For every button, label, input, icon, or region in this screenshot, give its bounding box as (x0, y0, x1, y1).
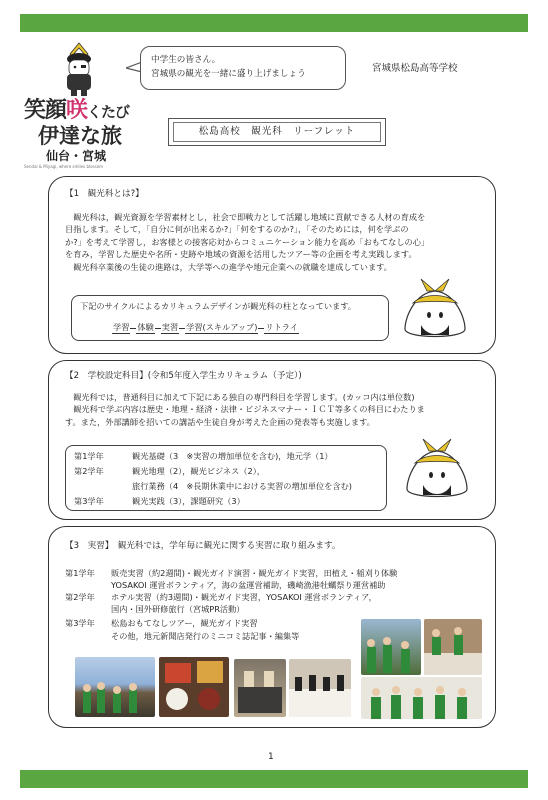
onigiri-mascot-icon (401, 437, 473, 503)
page-number: 1 (268, 752, 274, 762)
bottom-green-bar (20, 770, 528, 788)
photo-hotel-banquet (289, 659, 351, 717)
section-practical-training (48, 526, 496, 728)
training-row: 第3学年 松島おもてなしツアー，観光ガイド実習 (65, 618, 258, 628)
top-green-bar (20, 14, 528, 32)
campaign-logo: 笑顔咲くたび 伊達な旅 仙台・宮城 Sendai & Miyagi, where smiles blossom (24, 97, 130, 169)
curriculum-cycle-box (71, 295, 389, 341)
subject-row: 旅行業務（4 ※長期休業中における実習の増加単位を含む) (132, 481, 352, 491)
cycle-step: リトライ (265, 322, 298, 332)
photo-students-outdoor (75, 657, 155, 717)
section-3-heading: 【3 実習】 観光科では，学年毎に観光に関する実習に取り組みます。 (65, 541, 341, 551)
cycle-step: 体験 (137, 322, 154, 332)
subject-row: 第2学年 観光地理（2），観光ビジネス（2）， (74, 466, 265, 476)
subject-row: 第1学年 観光基礎（3 ※実習の増加単位を含む)，地元学（1） (74, 451, 333, 461)
section-2-heading: 【2 学校設定科目】(令和5年度入学生カリキュラム（予定）) (65, 371, 302, 381)
greeting-speech-bubble (140, 46, 346, 90)
date-masamune-mascot-icon (58, 40, 100, 98)
photo-sales-practice (424, 619, 482, 675)
section-2-text: 観光科では，普通科目に加えて下記にある独自の専門科目を学習します。(カッコ内は単位数) 観光科で学ぶ内容は歴史・地理・経済・法律・ビジネスマナー・ＩＣＴ等多くの科目にわたりま す。また，外部講師を招いての講話や生徒自身が考えた企画の発表等も実施します。 (65, 392, 425, 427)
bubble-line-2: 宮城県の観光を一緒に盛り上げましょう (151, 69, 306, 79)
section-1-heading: 【1 観光科とは?】 (65, 189, 144, 199)
school-name: 宮城県松島高等学校 (372, 63, 458, 74)
training-row: 第1学年 販売実習（約2週間)・観光ガイド演習・観光ガイド実習，田植え・稲刈り体験 (65, 568, 398, 578)
photo-training-venue (234, 659, 286, 717)
cycle-step: 学習(スキルアップ) (186, 322, 258, 332)
subjects-box (65, 445, 387, 511)
photo-guide-practice (361, 619, 421, 675)
training-row: 第2学年 ホテル実習（約3週間)・観光ガイド実習，YOSAKOI 運営ボランティア， (65, 592, 377, 602)
cycle-steps (112, 322, 299, 334)
section-about-tourism-course (48, 176, 496, 354)
cycle-step: 学習 (113, 322, 130, 332)
training-row: 国内・国外研修旅行（宮城PR活動） (111, 604, 245, 614)
cycle-step: 実習 (161, 322, 179, 332)
section-school-subjects (48, 360, 496, 520)
subject-row: 第3学年 観光実践（3），課題研究（3） (74, 496, 245, 506)
bubble-line-1: 中学生の皆さん。 (151, 55, 221, 65)
leaflet-title: 松島高校 観光科 リーフレット (168, 118, 386, 146)
training-row: その他，地元新聞店発行のミニコミ誌記事・編集等 (111, 631, 300, 641)
onigiri-mascot-icon (399, 277, 471, 343)
photo-local-cuisine (159, 657, 229, 717)
training-row: YOSAKOI 運営ボランティア，海の盆運営補助，磯崎漁港牡蠣祭り運営補助 (111, 580, 386, 590)
photo-student-group (361, 677, 482, 719)
section-1-text: 観光科は，観光資源を学習素材とし，社会で即戦力として活躍し地域に貢献できる人材の育成を 目指します。そして，「自分に何が出来るか?」「何をするのか?」，「そのためには，何を学ぶの か?」を考えて学習し，お客様との接客応対からコミュニケーション能力を高め「おもてなしの心」 を育み，学習した歴史や名所・史跡や地域の資源を活用したツアー等の企画を考え実践します。 観光科卒業後の生徒の進路は，大学等への進学や地元企業への就職を達成しています。 (65, 212, 430, 272)
cycle-intro: 下記のサイクルによるカリキュラムデザインが観光科の柱となっています。 (80, 301, 356, 311)
